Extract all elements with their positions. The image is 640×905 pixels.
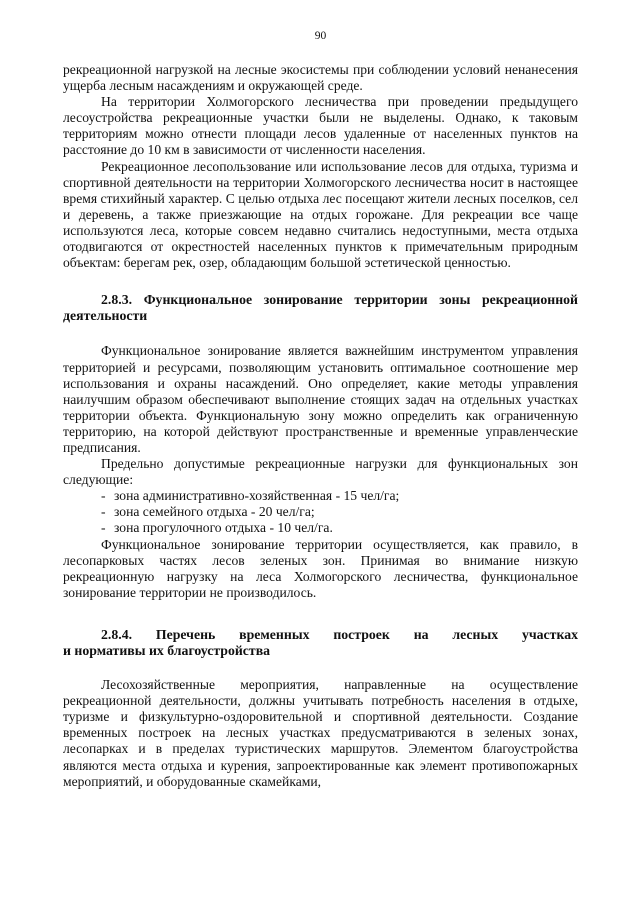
paragraph-zoning-conclusion: Функциональное зонирование территории осуществляется, как правило, в лесопарковых частях лесов зеленых зон. Принимая во внимание низкую рекреационную нагрузку на леса Холмогорского лесничества, функциональное зонирование территории не производилось.: [63, 536, 578, 600]
paragraph-temporary-buildings: Лесохозяйственные мероприятия, направленные на осуществление рекреационной деятельности, должны учитывать потребность населения в отдыхе, туризме и физкультурно-оздоровительной и спортивной деятельности. Создание временных построек на лесных участках предусматриваются в зеленых зонах, лесопарках и в пределах туристических маршрутов. Элементом благоустройства являются места отдыха и курения, запроектированные как элемент противопожарных мероприятий, и оборудованные скамейками,: [63, 677, 578, 789]
list-dash: -: [101, 488, 106, 504]
paragraph-functional-zoning: Функциональное зонирование является важнейшим инструментом управления территорией и ресурсами, позволяющим установить оптимальное соотношение мер использования и охраны насаждений. Оно определяет, какие методы управления наилучшим образом обеспечивают выполнение стоящих задач на отдельных участках территории объекта. Функциональную зону можно определить как ограниченную территорию, на которой действуют пространственные и временные управленческие предписания.: [63, 343, 578, 455]
paragraph-recreation-use: Рекреационное лесопользование или использование лесов для отдыха, туризма и спортивной деятельности на территории Холмогорского лесничества носит в настоящее время стихийный характер. С целью отдыха лес посещают жители лесных поселков, сел и деревень, а также приезжающие на отдых горожане. Для рекреации все чаще используются леса, которые совсем недавно считались недоступными, места отдыха отодвигаются от окрестностей населенных пунктов к примечательным природным объектам: берегам рек, озер, обладающим большой эстетической ценностью.: [63, 158, 578, 271]
paragraph-recreation-plots: На территории Холмогорского лесничества при проведении предыдущего лесоустройства рекреационные участки были не выделены. Однако, к таковым территориям можно отнести площади лесов удаленные от населенных пунктов на расстояние до 10 км в зависимости от численности населения.: [63, 94, 578, 158]
list-item: [63, 520, 578, 536]
list-item: [63, 504, 578, 520]
page-number: 90: [314, 30, 327, 42]
list-item-text: зона прогулочного отдыха - 10 чел/га.: [114, 520, 333, 536]
section-heading-line-2: и нормативы их благоустройства: [63, 643, 271, 658]
zone-load-list: [63, 488, 578, 536]
list-dash: -: [101, 520, 106, 536]
section-heading-2-8-4: [63, 627, 578, 659]
section-heading-2-8-3: 2.8.3. Функциональное зонирование территории зоны рекреационной деятельности: [63, 292, 578, 324]
list-dash: -: [101, 504, 106, 520]
list-item-text: зона семейного отдыха - 20 чел/га;: [114, 504, 315, 520]
paragraph-continuation: рекреационной нагрузкой на лесные экосистемы при соблюдении условий ненанесения ущерба лесным насаждениям и окружающей среде.: [63, 62, 578, 94]
paragraph-load-limits: Предельно допустимые рекреационные нагрузки для функциональных зон следующие:: [63, 456, 578, 488]
list-item-text: зона административно-хозяйственная - 15 чел/га;: [114, 488, 400, 504]
list-item: [63, 488, 578, 504]
section-heading-line-1: 2.8.4. Перечень временных построек на лесных участках: [101, 626, 578, 642]
document-body: [63, 62, 578, 790]
